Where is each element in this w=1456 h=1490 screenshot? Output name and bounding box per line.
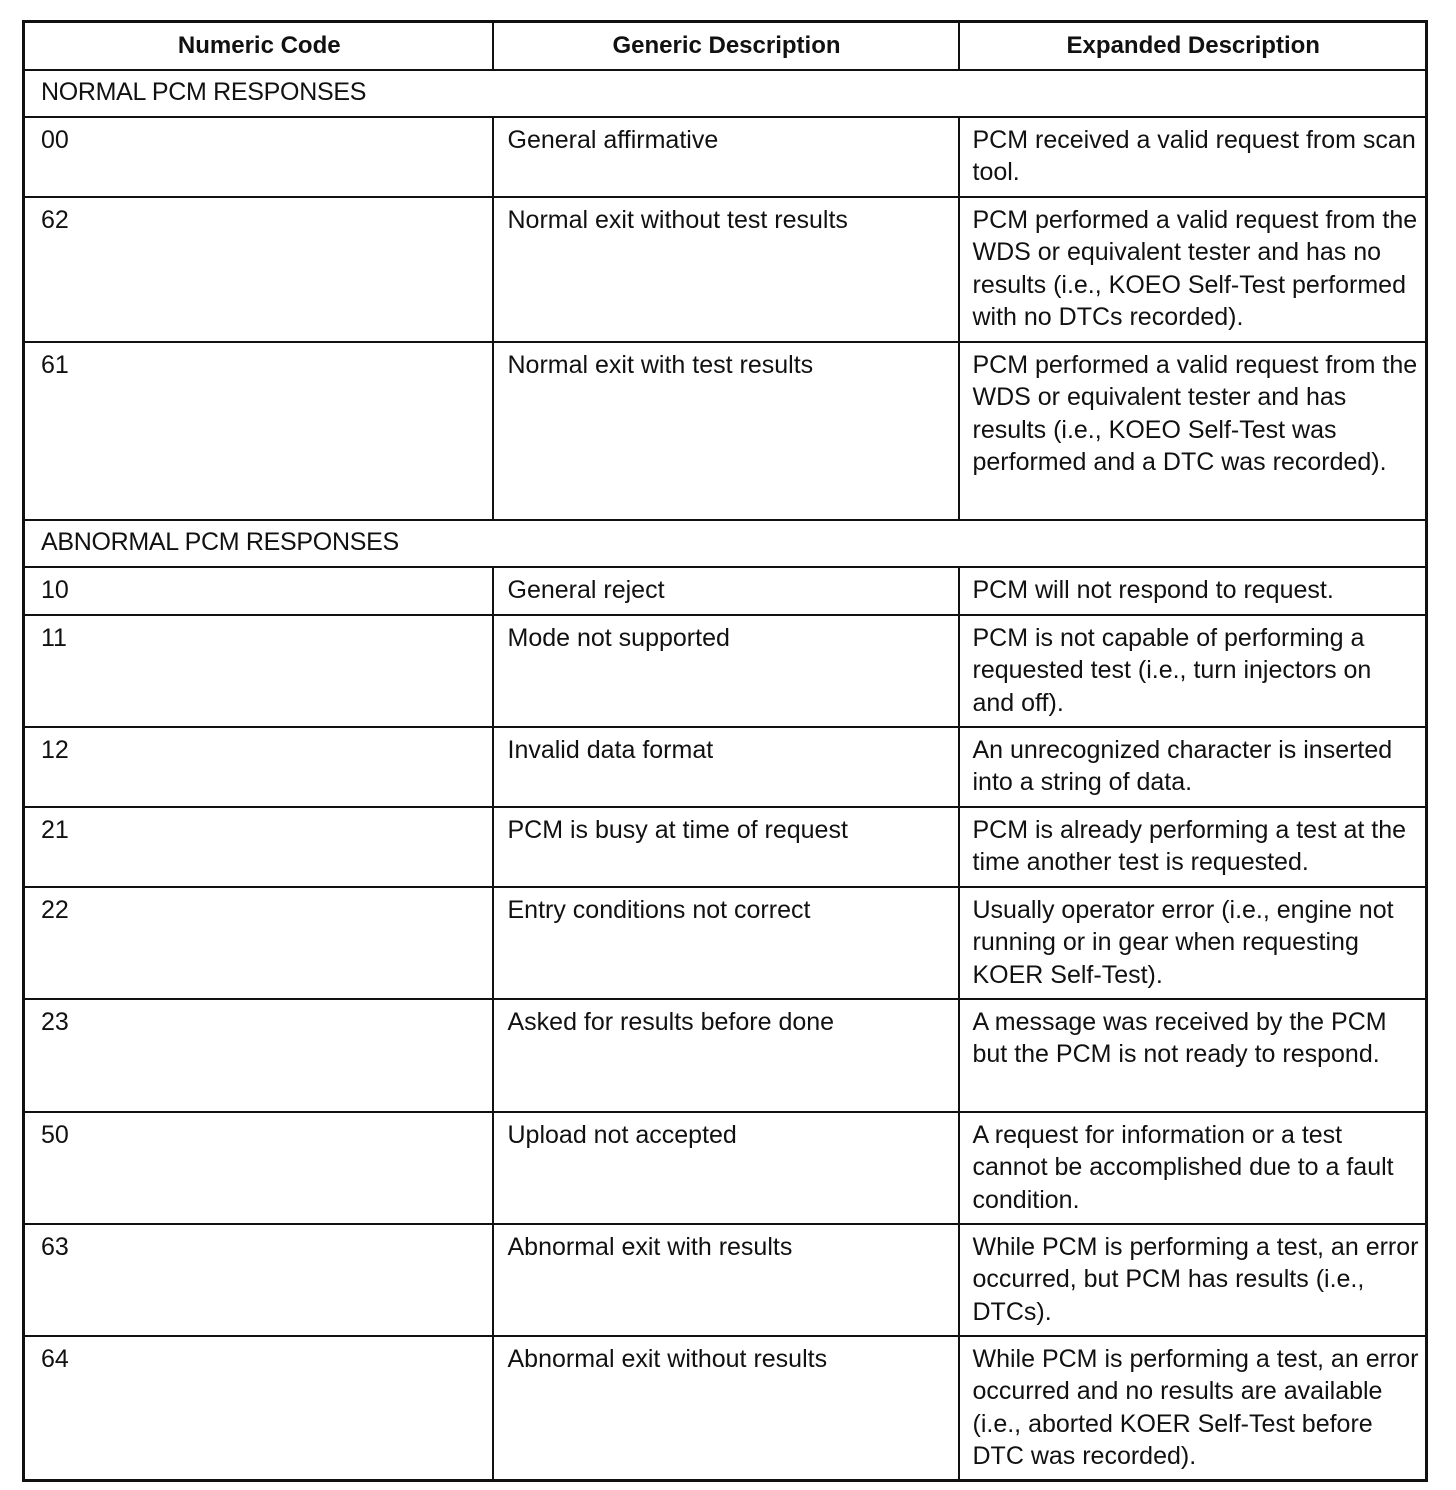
numeric-code-cell: 23 bbox=[24, 999, 493, 1112]
expanded-description-cell: PCM is not capable of performing a requested test (i.e., turn injectors on and off). bbox=[959, 615, 1427, 727]
table-row bbox=[24, 1336, 1427, 1481]
header-generic-description: Generic Description bbox=[493, 22, 959, 70]
table-body bbox=[24, 70, 1427, 1481]
numeric-code-cell: 21 bbox=[24, 807, 493, 887]
numeric-code-cell: 63 bbox=[24, 1224, 493, 1336]
table-row bbox=[24, 887, 1427, 999]
expanded-description-cell: PCM performed a valid request from the WDS or equivalent tester and has results (i.e., KOEO Self-Test was performed and a DTC was recorded). bbox=[959, 342, 1427, 520]
numeric-code-cell: 64 bbox=[24, 1336, 493, 1481]
numeric-code-cell: 00 bbox=[24, 117, 493, 197]
generic-description-cell: General reject bbox=[493, 567, 959, 615]
numeric-code-cell: 12 bbox=[24, 727, 493, 807]
section-row bbox=[24, 520, 1427, 567]
table-row bbox=[24, 807, 1427, 887]
numeric-code-cell: 11 bbox=[24, 615, 493, 727]
numeric-code-cell: 10 bbox=[24, 567, 493, 615]
generic-description-cell: PCM is busy at time of request bbox=[493, 807, 959, 887]
expanded-description-cell: While PCM is performing a test, an error occurred, but PCM has results (i.e., DTCs). bbox=[959, 1224, 1427, 1336]
generic-description-cell: Mode not supported bbox=[493, 615, 959, 727]
generic-description-cell: Abnormal exit with results bbox=[493, 1224, 959, 1336]
generic-description-cell: Invalid data format bbox=[493, 727, 959, 807]
generic-description-cell: Asked for results before done bbox=[493, 999, 959, 1112]
expanded-description-cell: PCM is already performing a test at the time another test is requested. bbox=[959, 807, 1427, 887]
table-row bbox=[24, 567, 1427, 615]
table-row bbox=[24, 342, 1427, 520]
numeric-code-cell: 62 bbox=[24, 197, 493, 342]
header-expanded-description: Expanded Description bbox=[959, 22, 1427, 70]
pcm-response-codes-table bbox=[22, 20, 1428, 1482]
table-row bbox=[24, 999, 1427, 1112]
numeric-code-cell: 22 bbox=[24, 887, 493, 999]
generic-description-cell: Normal exit with test results bbox=[493, 342, 959, 520]
table-row bbox=[24, 117, 1427, 197]
expanded-description-cell: PCM will not respond to request. bbox=[959, 567, 1427, 615]
expanded-description-cell: A request for information or a test cannot be accomplished due to a fault condition. bbox=[959, 1112, 1427, 1224]
section-title: ABNORMAL PCM RESPONSES bbox=[24, 520, 1427, 567]
expanded-description-cell: PCM performed a valid request from the WDS or equivalent tester and has no results (i.e., KOEO Self-Test performed with no DTCs recorded). bbox=[959, 197, 1427, 342]
expanded-description-cell: PCM received a valid request from scan tool. bbox=[959, 117, 1427, 197]
expanded-description-cell: An unrecognized character is inserted into a string of data. bbox=[959, 727, 1427, 807]
generic-description-cell: Abnormal exit without results bbox=[493, 1336, 959, 1481]
generic-description-cell: General affirmative bbox=[493, 117, 959, 197]
table-row bbox=[24, 727, 1427, 807]
numeric-code-cell: 50 bbox=[24, 1112, 493, 1224]
expanded-description-cell: Usually operator error (i.e., engine not running or in gear when requesting KOER Self-Test). bbox=[959, 887, 1427, 999]
section-row bbox=[24, 70, 1427, 117]
table-row bbox=[24, 1112, 1427, 1224]
table-row bbox=[24, 1224, 1427, 1336]
generic-description-cell: Upload not accepted bbox=[493, 1112, 959, 1224]
expanded-description-cell: A message was received by the PCM but the PCM is not ready to respond. bbox=[959, 999, 1427, 1112]
numeric-code-cell: 61 bbox=[24, 342, 493, 520]
expanded-description-cell: While PCM is performing a test, an error occurred and no results are available (i.e., aborted KOER Self-Test before DTC was recorded). bbox=[959, 1336, 1427, 1481]
table-row bbox=[24, 197, 1427, 342]
header-row bbox=[24, 22, 1427, 70]
header-numeric-code: Numeric Code bbox=[24, 22, 493, 70]
generic-description-cell: Entry conditions not correct bbox=[493, 887, 959, 999]
generic-description-cell: Normal exit without test results bbox=[493, 197, 959, 342]
table-row bbox=[24, 615, 1427, 727]
section-title: NORMAL PCM RESPONSES bbox=[24, 70, 1427, 117]
